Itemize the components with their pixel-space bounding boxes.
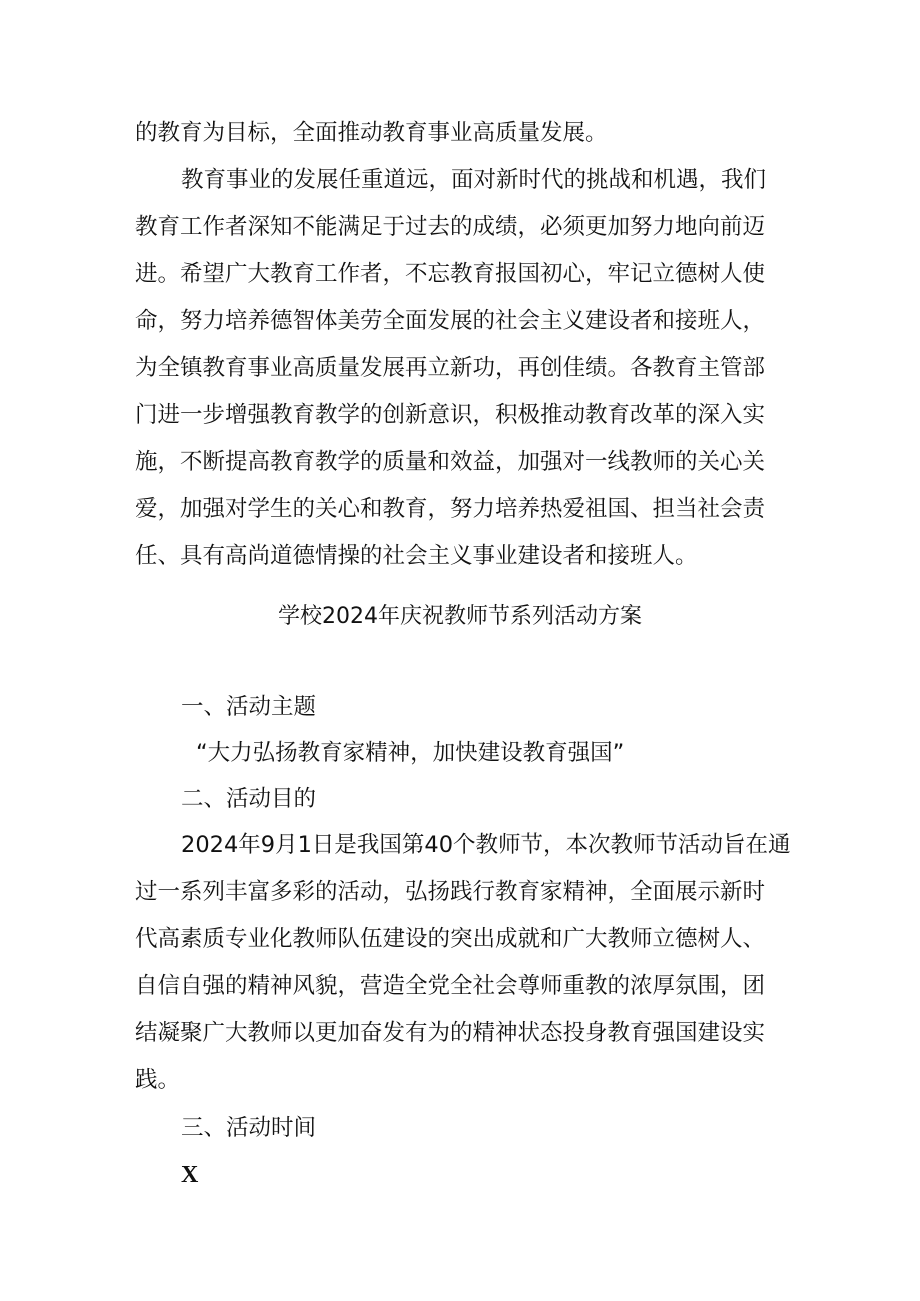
paragraph1-line-4: 命，努力培养德智体美劳全面发展的社会主义建设者和接班人， — [135, 308, 766, 334]
section2-line-4: 自信自强的精神风貌，营造全党全社会尊师重教的浓厚氛围，团 — [135, 973, 766, 999]
paragraph1-line-9: 任、具有高尚道德情操的社会主义事业建设者和接班人。 — [135, 543, 698, 569]
section2-line-3: 代高素质专业化教师队伍建设的突出成就和广大教师立德树人、 — [135, 926, 766, 952]
section3-heading: 三、活动时间 — [181, 1115, 317, 1141]
paragraph1-line-5: 为全镇教育事业高质量发展再立新功，再创佳绩。各教育主管部 — [135, 355, 766, 381]
paragraph1-line-3: 进。希望广大教育工作者，不忘教育报国初心，牢记立德树人使 — [135, 261, 766, 287]
paragraph1-line-7: 施，不断提高教育教学的质量和效益，加强对一线教师的关心关 — [135, 449, 766, 475]
section2-line-5: 结凝聚广大教师以更加奋发有为的精神状态投身教育强国建设实 — [135, 1020, 766, 1046]
document-title: 学校2024年庆祝教师节系列活动方案 — [278, 604, 642, 629]
section1-heading: 一、活动主题 — [181, 694, 317, 720]
section3-value: X — [181, 1162, 199, 1188]
section2-line-6: 践。 — [135, 1067, 181, 1093]
section2-line-2: 过一系列丰富多彩的活动，弘扬践行教育家精神，全面展示新时 — [135, 879, 766, 905]
paragraph1-line-6: 门进一步增强教育教学的创新意识，积极推动教育改革的深入实 — [135, 402, 766, 428]
continuation-line: 的教育为目标，全面推动教育事业高质量发展。 — [135, 120, 608, 146]
paragraph1-line-2: 教育工作者深知不能满足于过去的成绩，必须更加努力地向前迈 — [135, 214, 766, 240]
section1-theme: “大力弘扬教育家精神，加快建设教育强国” — [196, 740, 625, 766]
section2-heading: 二、活动目的 — [181, 786, 317, 812]
paragraph1-line-1: 教育事业的发展任重道远，面对新时代的挑战和机遇，我们 — [181, 167, 767, 193]
paragraph1-line-8: 爱，加强对学生的关心和教育，努力培养热爱祖国、担当社会责 — [135, 496, 766, 522]
section2-line-1: 2024年9月1日是我国第40个教师节，本次教师节活动旨在通 — [181, 832, 791, 858]
